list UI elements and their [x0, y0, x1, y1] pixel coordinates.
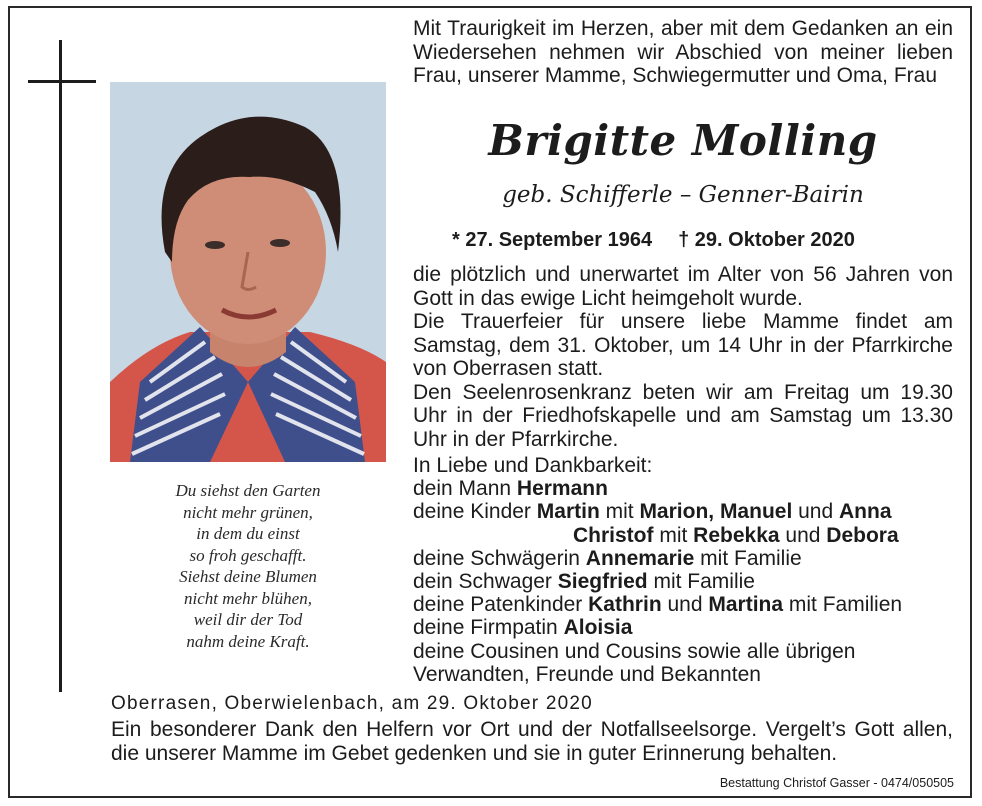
family-line: deine Patenkinder Kathrin und Martina mit Familien — [413, 593, 903, 617]
birth-date: * 27. September 1964 — [452, 229, 653, 251]
thanks-text: Ein besonderer Dank den Helfern vor Ort und der Notfallseelsorge. Vergelt’s Gott allen, die unserer Mamme im Gebet gedenken und sie in guter Erinnerung behalten. — [111, 718, 953, 765]
poem-line: so froh geschafft. — [189, 545, 307, 565]
family-line: deine Cousinen und Cousins sowie alle übrigen — [413, 639, 856, 663]
birth-name: geb. Schifferle – Genner-Bairin — [502, 182, 864, 208]
announcement-body — [413, 263, 953, 451]
poem-line: nahm deine Kraft. — [186, 631, 310, 651]
family-line: deine Kinder Martin mit Marion, Manuel und Anna — [413, 500, 892, 524]
family-list — [413, 454, 958, 686]
cross-icon-horizontal — [28, 80, 96, 83]
family-line: Christof mit Rebekka und Debora — [573, 523, 899, 547]
poem-line: nicht mehr blühen, — [184, 588, 312, 608]
family-line: Verwandten, Freunde und Bekannten — [413, 662, 761, 686]
intro-text: Mit Traurigkeit im Herzen, aber mit dem Gedanken an ein Wiedersehen nehmen wir Abschied von meiner lieben Frau, unserer Mamme, Schwiegermutter und Oma, Frau — [413, 17, 953, 87]
poem-line: in dem du einst — [196, 524, 300, 543]
poem-line: Du siehst den Garten — [175, 481, 321, 500]
life-dates — [452, 229, 855, 252]
poem-line: Siehst deine Blumen — [179, 567, 317, 586]
family-line: dein Mann Hermann — [413, 477, 608, 501]
deceased-name: Brigitte Molling — [488, 116, 878, 165]
poem-line: nicht mehr grünen, — [183, 502, 313, 522]
cross-icon-vertical — [59, 40, 62, 692]
poem-line: weil dir der Tod — [193, 610, 303, 629]
portrait-photo — [110, 82, 386, 462]
family-line: deine Schwägerin Annemarie mit Familie — [413, 546, 802, 570]
poem — [110, 480, 386, 652]
place-date: Oberrasen, Oberwielenbach, am 29. Oktober 2020 — [111, 693, 593, 714]
announcement-paragraph: Die Trauerfeier für unsere liebe Mamme findet am Samstag, dem 31. Oktober, um 14 Uhr in der Pfarrkirche von Oberrasen statt. — [413, 310, 953, 380]
family-heading: In Liebe und Dankbarkeit: — [413, 454, 653, 477]
family-line: deine Firmpatin Aloisia — [413, 616, 633, 640]
death-date: † 29. Oktober 2020 — [678, 229, 855, 251]
announcement-paragraph: die plötzlich und unerwartet im Alter von 56 Jahren von Gott in das ewige Licht heimgeholt wurde. — [413, 263, 953, 310]
family-line: dein Schwager Siegfried mit Familie — [413, 570, 755, 594]
funeral-home-credit: Bestattung Christof Gasser - 0474/050505 — [719, 776, 954, 790]
announcement-paragraph: Den Seelenrosenkranz beten wir am Freitag um 19.30 Uhr in der Friedhofskapelle und am Samstag um 13.30 Uhr in der Pfarrkirche. — [413, 380, 953, 451]
